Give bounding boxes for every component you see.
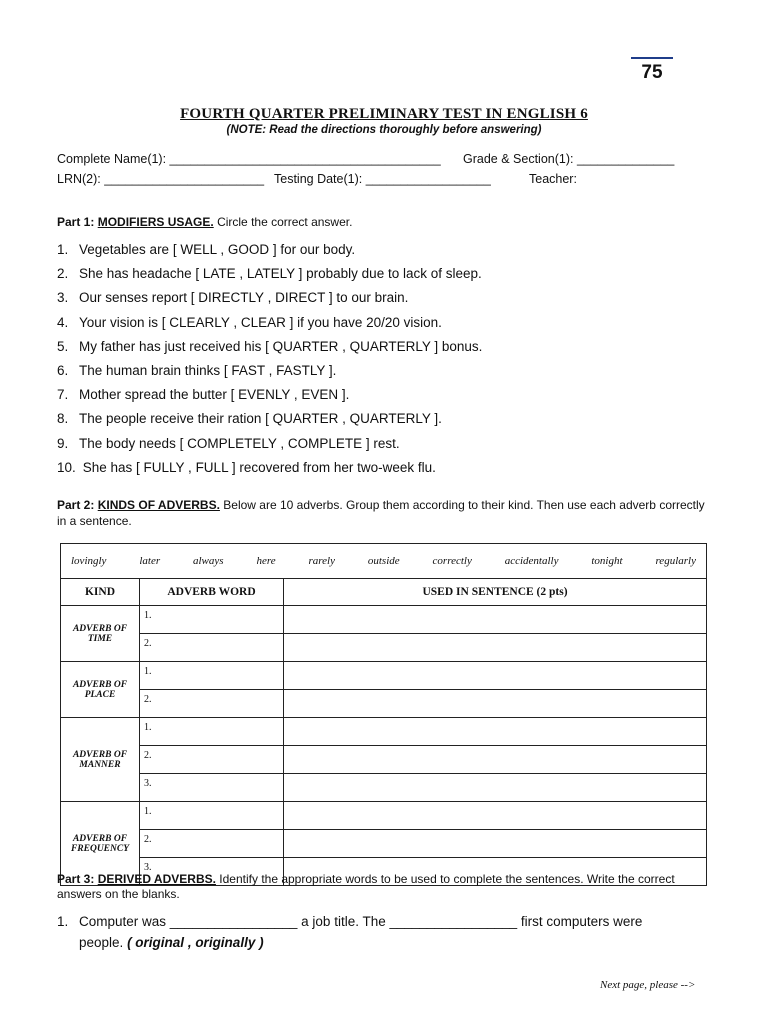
- adverb-word: regularly: [655, 555, 696, 567]
- adverb-word-cell[interactable]: [140, 662, 284, 690]
- part1-label: Part 1:: [57, 215, 95, 229]
- header-kind: KIND: [61, 579, 140, 606]
- slot-number: 2.: [144, 834, 152, 845]
- adverb-word: tonight: [591, 555, 623, 567]
- list-item: [57, 386, 482, 410]
- slot-number: 1.: [144, 610, 152, 621]
- part2-label: Part 2:: [57, 498, 95, 512]
- adverb-word-cell[interactable]: [140, 718, 284, 746]
- part2-instruction: Below are 10 adverbs. Group them according to their kind. Then use each adverb correctly in a sentence.: [57, 498, 705, 528]
- list-item: [57, 338, 482, 362]
- slot-number: 2.: [144, 694, 152, 705]
- header-adverb-word: ADVERB WORD: [140, 579, 284, 606]
- item-text[interactable]: She has headache [ LATE , LATELY ] probably due to lack of sleep.: [79, 266, 482, 282]
- adverb-word-cell[interactable]: [140, 774, 284, 802]
- item-number: 8.: [57, 411, 69, 427]
- page-title: FOURTH QUARTER PRELIMINARY TEST IN ENGLISH 6: [180, 106, 588, 122]
- adverb-word-bank: [61, 555, 706, 567]
- part1-question-list: [57, 241, 482, 483]
- list-item: [57, 314, 482, 338]
- item-number: 5.: [57, 338, 69, 354]
- adverb-word: rarely: [308, 555, 335, 567]
- lrn-field[interactable]: LRN(2): _______________________: [57, 172, 265, 186]
- item-number: 10.: [57, 459, 76, 475]
- title-note: (NOTE: Read the directions thoroughly before answering): [226, 124, 542, 136]
- adverb-word-cell[interactable]: [140, 746, 284, 774]
- adverb-word-cell[interactable]: [140, 830, 284, 858]
- grade-section-field[interactable]: Grade & Section(1): ______________: [463, 152, 675, 166]
- complete-name-field[interactable]: Complete Name(1): _______________________________________: [57, 152, 441, 166]
- adverb-word: accidentally: [504, 555, 559, 567]
- adverb-word-cell[interactable]: [140, 606, 284, 634]
- sentence-cell[interactable]: [284, 830, 707, 858]
- slot-number: 1.: [144, 722, 152, 733]
- table-row: [61, 746, 707, 774]
- slot-number: 2.: [144, 638, 152, 649]
- list-item: [57, 435, 482, 459]
- adverb-word: outside: [367, 555, 400, 567]
- part2-title: KINDS OF ADVERBS.: [97, 498, 220, 512]
- table-row: [61, 830, 707, 858]
- item-text[interactable]: My father has just received his [ QUARTER , QUARTERLY ] bonus.: [79, 338, 483, 354]
- list-item: [57, 459, 482, 483]
- sentence-cell[interactable]: [284, 634, 707, 662]
- sentence-cell[interactable]: [284, 774, 707, 802]
- table-header-row: [61, 579, 707, 606]
- slot-number: 3.: [144, 778, 152, 789]
- adverb-kind-label: ADVERB OF FREQUENCY: [61, 802, 140, 886]
- item-number: 2.: [57, 266, 69, 282]
- item-number: 9.: [57, 435, 69, 451]
- part3-label: Part 3:: [57, 872, 95, 886]
- part3-heading: [57, 872, 717, 902]
- teacher-field[interactable]: Teacher:: [529, 172, 577, 186]
- table-row: [61, 718, 707, 746]
- adverb-word: here: [256, 555, 276, 567]
- question-text-cont: people.: [79, 935, 124, 950]
- slot-number: 2.: [144, 750, 152, 761]
- answer-options: ( original , originally ): [127, 935, 264, 950]
- question-number: 1.: [57, 914, 69, 929]
- item-number: 6.: [57, 362, 69, 378]
- table-row: [61, 774, 707, 802]
- sentence-cell[interactable]: [284, 662, 707, 690]
- part1-instruction: Circle the correct answer.: [217, 215, 353, 229]
- adverb-word: always: [193, 555, 224, 567]
- sentence-cell[interactable]: [284, 606, 707, 634]
- sentence-cell[interactable]: [284, 746, 707, 774]
- item-number: 4.: [57, 314, 69, 330]
- part1-title: MODIFIERS USAGE.: [97, 215, 214, 229]
- adverb-kind-label: ADVERB OF TIME: [61, 606, 140, 662]
- item-text[interactable]: Mother spread the butter [ EVENLY , EVEN ].: [79, 387, 350, 403]
- part2-heading: [57, 498, 717, 529]
- adverb-kind-label: ADVERB OF MANNER: [61, 718, 140, 802]
- adverb-word: lovingly: [71, 555, 107, 567]
- item-text[interactable]: The body needs [ COMPLETELY , COMPLETE ] rest.: [79, 435, 400, 451]
- sentence-cell[interactable]: [284, 718, 707, 746]
- adverb-table: [60, 543, 707, 886]
- slot-number: 3.: [144, 862, 152, 873]
- next-page-note: Next page, please -->: [600, 979, 696, 991]
- table-row: [61, 690, 707, 718]
- adverb-word-cell[interactable]: [140, 634, 284, 662]
- testing-date-field[interactable]: Testing Date(1): __________________: [274, 172, 491, 186]
- list-item: [57, 410, 482, 434]
- part3-title: DERIVED ADVERBS.: [97, 872, 216, 886]
- item-number: 1.: [57, 242, 69, 257]
- part1-heading: [57, 215, 352, 229]
- score-underline: [631, 57, 673, 59]
- question-text[interactable]: Computer was _________________ a job title. The _________________ first computers were: [79, 914, 643, 929]
- list-item: [57, 241, 482, 265]
- list-item: [57, 362, 482, 386]
- item-number: 3.: [57, 290, 69, 306]
- adverb-word: later: [139, 555, 161, 567]
- item-text[interactable]: The people receive their ration [ QUARTER , QUARTERLY ].: [79, 411, 442, 427]
- adverb-kind-label: ADVERB OF PLACE: [61, 662, 140, 718]
- part3-question: [57, 911, 727, 953]
- table-row: [61, 606, 707, 634]
- table-row: [61, 802, 707, 830]
- item-text[interactable]: The human brain thinks [ FAST , FASTLY ].: [79, 362, 337, 378]
- item-text[interactable]: She has [ FULLY , FULL ] recovered from her two-week flu.: [79, 459, 436, 475]
- sentence-cell[interactable]: [284, 802, 707, 830]
- sentence-cell[interactable]: [284, 690, 707, 718]
- list-item: [57, 289, 482, 313]
- item-text[interactable]: Our senses report [ DIRECTLY , DIRECT ] to our brain.: [79, 290, 409, 306]
- adverb-word: correctly: [432, 555, 472, 567]
- slot-number: 1.: [144, 666, 152, 677]
- item-text[interactable]: Your vision is [ CLEARLY , CLEAR ] if you have 20/20 vision.: [79, 314, 442, 330]
- list-item: [57, 265, 482, 289]
- adverb-word-cell[interactable]: [140, 690, 284, 718]
- adverb-word-bank-row: [61, 544, 707, 579]
- score-total: 75: [641, 62, 663, 83]
- header-used-in-sentence: USED IN SENTENCE (2 pts): [284, 579, 707, 606]
- table-row: [61, 662, 707, 690]
- table-row: [61, 634, 707, 662]
- item-text[interactable]: Vegetables are [ WELL , GOOD ] for our body.: [79, 242, 356, 257]
- adverb-word-cell[interactable]: [140, 802, 284, 830]
- item-number: 7.: [57, 387, 69, 403]
- part3-instruction: Identify the appropriate words to be used to complete the sentences. Write the correct answers on the blanks.: [57, 872, 675, 901]
- slot-number: 1.: [144, 806, 152, 817]
